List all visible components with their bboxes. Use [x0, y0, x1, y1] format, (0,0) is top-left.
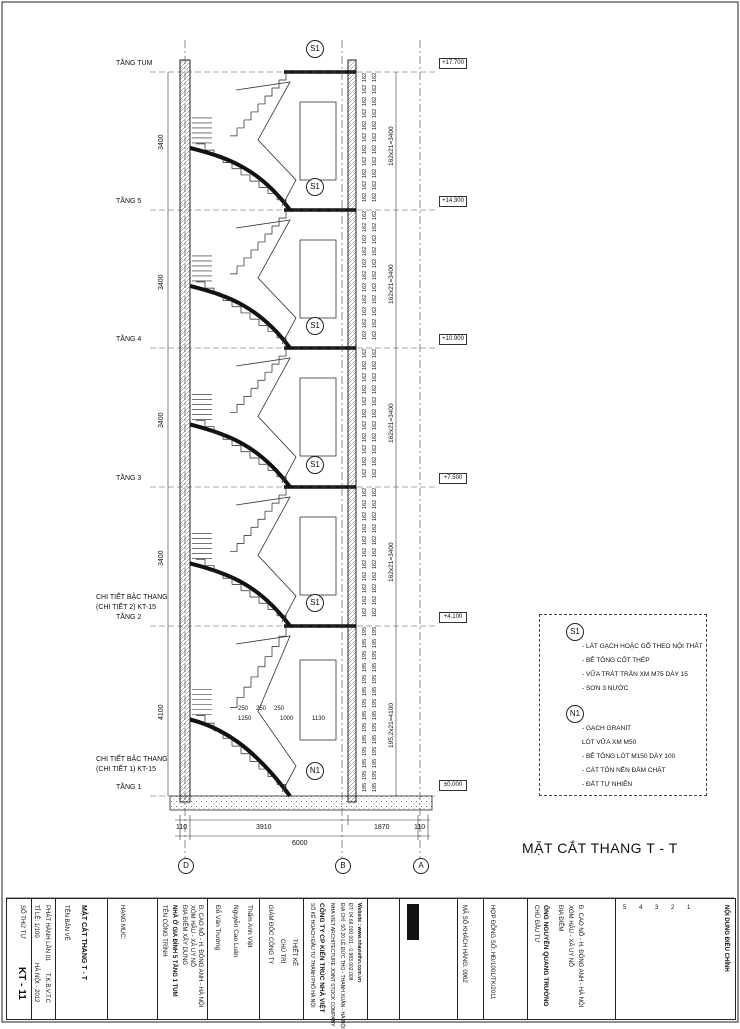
legend-line: - CÁT TÔN NỀN ĐẦM CHẶT [582, 767, 666, 774]
riser-value: 162 [362, 583, 368, 593]
stair-step [251, 519, 258, 527]
right-wall [348, 60, 356, 802]
stair-step [251, 380, 258, 388]
stair-step [223, 439, 232, 445]
legend-line: LÓT VỮA XM M50 [582, 739, 637, 746]
stair-step [223, 578, 232, 584]
riser-value: 162 [372, 168, 378, 178]
riser-value: 162 [362, 222, 368, 232]
riser-value: 162 [362, 571, 368, 581]
riser-value: 195 [362, 722, 368, 732]
stair-step [223, 163, 232, 169]
riser-value: 162 [372, 180, 378, 190]
staff-name: Thẩm Anh Việt [246, 905, 253, 948]
stair-step [250, 181, 259, 187]
riser-value: 162 [362, 144, 368, 154]
riser-value: 162 [362, 270, 368, 280]
riser-value: 195 [372, 626, 378, 636]
location-label: ĐỊA ĐIỂM [557, 905, 563, 932]
location-line1: XÓM HẬU - XÃ UY NỖ [567, 905, 573, 967]
riser-value: 162 [372, 535, 378, 545]
stair-step [230, 266, 237, 274]
stair-step [251, 242, 258, 250]
riser-value: 195 [372, 638, 378, 648]
riser-value: 195 [362, 638, 368, 648]
stair-step [241, 175, 250, 181]
riser-value: 162 [362, 318, 368, 328]
riser-value: 162 [362, 234, 368, 244]
stair-step [250, 597, 259, 603]
riser-dim: 162x21=3400 [388, 403, 395, 443]
dim-inner: 250 [274, 706, 285, 712]
stair-step [251, 667, 258, 677]
client-label: CHỦ ĐẦU TƯ [533, 905, 539, 943]
riser-value: 195 [362, 674, 368, 684]
elevation-tag: +17.700 [439, 58, 467, 69]
riser-value: 195 [372, 710, 378, 720]
role: THIẾT KẾ [291, 939, 297, 966]
riser-value: 162 [372, 547, 378, 557]
stair-step [244, 388, 251, 396]
riser-value: 162 [362, 330, 368, 340]
legend-tag-n1: N1 [566, 705, 584, 723]
riser-value: 162 [372, 444, 378, 454]
riser-value: 162 [372, 72, 378, 82]
riser-value: 162 [372, 144, 378, 154]
floor-height-dim: 3400 [158, 550, 165, 566]
company-addr: ĐỊA CHỈ: SỐ 20 LÊ ĐỨC THỌ - THANH XUÂN - HÀ NỘI [339, 903, 345, 1029]
rev-no: 1 [687, 905, 691, 911]
stair-step [232, 169, 241, 175]
riser-value: 162 [372, 456, 378, 466]
riser-value: 162 [362, 258, 368, 268]
riser-value: 162 [372, 511, 378, 521]
section-tag-s1: S1 [306, 456, 324, 474]
riser-value: 162 [372, 523, 378, 533]
riser-value: 162 [372, 468, 378, 478]
stair-detail-1-line2: (CHI TIẾT 1) KT-15 [96, 766, 157, 773]
riser-value: 162 [362, 535, 368, 545]
riser-value: 162 [362, 559, 368, 569]
riser-value: 162 [362, 246, 368, 256]
riser-value: 195 [372, 782, 378, 792]
riser-value: 162 [372, 306, 378, 316]
riser-value: 162 [372, 499, 378, 509]
grid-axis-d: D [178, 858, 194, 874]
riser-value: 162 [362, 168, 368, 178]
stair-slab [190, 286, 290, 348]
company-web: Website : www.nhaviethn.com.vn [356, 903, 362, 982]
floor-height-dim: 3400 [158, 134, 165, 150]
role: GIÁM ĐỐC CÔNG TY [267, 905, 273, 965]
riser-value: 162 [362, 180, 368, 190]
stair-step [241, 754, 250, 762]
legend-line: - ĐẤT TỰ NHIÊN [582, 781, 633, 788]
riser-value: 162 [362, 156, 368, 166]
dim-wall-left: 110 [176, 824, 188, 831]
riser-value: 162 [362, 595, 368, 605]
logo-text: NHAVIET [383, 907, 389, 929]
stair-step [237, 535, 244, 543]
stair-step [250, 761, 259, 769]
stair-step [230, 128, 237, 136]
phase: PHÁT HÀNH LẦN 01 [44, 905, 50, 962]
legend-line: - VỮA TRÁT TRẦN XM M75 DÀY 15 [582, 671, 688, 678]
riser-value: 162 [362, 511, 368, 521]
riser-value: 162 [362, 547, 368, 557]
site-line2: Đ. CAO NỖ - H. ĐÔNG ANH - HÀ NỘI [197, 905, 203, 1008]
riser-value: 162 [372, 487, 378, 497]
stair-step [232, 584, 241, 590]
riser-value: 195 [372, 674, 378, 684]
riser-value: 195 [372, 770, 378, 780]
riser-value: 162 [362, 444, 368, 454]
stair-step [258, 511, 265, 519]
stair-step [251, 104, 258, 112]
client-code: MÃ SỐ KHÁCH HÀNG: 0962 [461, 905, 467, 983]
dim-inner: 1130 [312, 716, 325, 722]
riser-value: 162 [372, 156, 378, 166]
stair-step [250, 458, 259, 464]
client-name: ÔNG NGUYỄN QUANG TRƯỜNG [542, 905, 549, 1007]
stair-slab [190, 563, 290, 626]
riser-value: 162 [362, 372, 368, 382]
stair-step [259, 325, 268, 331]
stair-step [259, 464, 268, 470]
stair-step [258, 372, 265, 380]
riser-value: 162 [372, 84, 378, 94]
stair-step [244, 527, 251, 535]
floor-slabs [284, 72, 356, 626]
riser-value: 162 [372, 360, 378, 370]
stair-step [259, 187, 268, 193]
riser-value: 195 [362, 650, 368, 660]
riser-value: 162 [362, 84, 368, 94]
elevation-tag: +14.300 [439, 196, 467, 207]
level-label-1: TẦNG 1 [116, 784, 142, 791]
legend-line: - BÊ TÔNG LÓT M150 DÀY 100 [582, 753, 676, 760]
section-tag-s1: S1 [306, 178, 324, 196]
stair-step [230, 404, 237, 412]
scale: TỈ LỆ: 1/100 [33, 905, 39, 938]
riser-value: 162 [372, 583, 378, 593]
section-tag-s1: S1 [306, 40, 324, 58]
riser-value: 162 [372, 234, 378, 244]
riser-dim: 162x21=3400 [388, 264, 395, 304]
riser-value: 195 [362, 662, 368, 672]
date: HÀ NỘI - 2012 [33, 963, 39, 1003]
stair-step [241, 452, 250, 458]
riser-value: 162 [362, 487, 368, 497]
riser-value: 162 [362, 607, 368, 617]
location-line2: Đ. CAO NỖ - H. ĐÔNG ANH - HÀ NỘI [577, 905, 583, 1008]
riser-value: 162 [372, 396, 378, 406]
stair-step [258, 96, 265, 104]
riser-value: 195 [372, 662, 378, 672]
riser-value: 162 [372, 294, 378, 304]
riser-value: 162 [362, 132, 368, 142]
riser-value: 162 [372, 270, 378, 280]
riser-value: 162 [362, 408, 368, 418]
stair-step [259, 603, 268, 609]
riser-value: 162 [362, 72, 368, 82]
stair-step [265, 364, 272, 372]
legend-line: - SƠN 3 NƯỚC [582, 685, 629, 692]
site-line1: XÓM HẬU - XÃ UY NỖ [189, 905, 195, 967]
riser-value: 195 [372, 698, 378, 708]
riser-value: 195 [362, 698, 368, 708]
riser-value: 195 [372, 758, 378, 768]
riser-value: 162 [372, 384, 378, 394]
riser-value: 162 [362, 120, 368, 130]
riser-value: 162 [372, 132, 378, 142]
stair-step [258, 234, 265, 242]
riser-value: 162 [372, 432, 378, 442]
riser-value: 195 [362, 710, 368, 720]
riser-value: 162 [362, 108, 368, 118]
riser-value: 162 [372, 246, 378, 256]
riser-value: 162 [372, 282, 378, 292]
riser-value: 162 [372, 222, 378, 232]
riser-value: 162 [372, 318, 378, 328]
riser-value: 162 [362, 432, 368, 442]
dim-span-2: 1870 [374, 824, 390, 831]
stair-step [244, 677, 251, 687]
riser-value: 162 [362, 96, 368, 106]
riser-value: 195 [362, 686, 368, 696]
grid-axis-lines [185, 40, 420, 858]
dim-wall-right: 110 [414, 824, 426, 831]
riser-value: 162 [372, 607, 378, 617]
stair-detail-2-line2: (CHI TIẾT 2) KT-15 [96, 604, 157, 611]
company-name: CÔNG TY CP KIẾN TRÚC NHÀ VIỆT [318, 903, 325, 1013]
stair-step [237, 396, 244, 404]
drawing-title: MẶT CẮT THANG T - T [522, 840, 678, 856]
grid-axis-a: A [413, 858, 429, 874]
grid-axis-b: B [335, 858, 351, 874]
riser-value: 162 [372, 192, 378, 202]
stair-step [223, 738, 232, 746]
material-legend [539, 614, 707, 796]
riser-value: 162 [372, 420, 378, 430]
riser-value: 162 [372, 348, 378, 358]
riser-value: 162 [362, 306, 368, 316]
rev-header: NỘI DUNG ĐIỀU CHỈNH [723, 905, 729, 972]
stair-step [265, 503, 272, 511]
riser-value: 162 [372, 96, 378, 106]
riser-dim: 162x21=3400 [388, 542, 395, 582]
stair-step [237, 687, 244, 697]
stair-step [244, 250, 251, 258]
drawing-name-label: TÊN BẢN VẼ [63, 905, 69, 941]
stair-step [237, 258, 244, 266]
stair-step [265, 226, 272, 234]
riser-value: 162 [362, 294, 368, 304]
role: CHỦ TRÌ [279, 939, 285, 964]
rev-no: 5 [623, 905, 627, 911]
riser-value: 162 [362, 420, 368, 430]
door-openings [300, 102, 336, 740]
level-label-5: TẦNG 5 [116, 198, 142, 205]
riser-value: 195 [362, 626, 368, 636]
stair-slab [190, 720, 290, 797]
floor-height-dim: 4100 [158, 704, 165, 720]
dim-inner: 1000 [280, 716, 294, 722]
riser-value: 162 [362, 348, 368, 358]
ground-slab [170, 796, 432, 810]
legend-line: - GẠCH GRANIT [582, 725, 632, 732]
riser-value: 162 [372, 108, 378, 118]
staff-name: Đỗ Văn Trường [214, 905, 221, 951]
stair-detail-1-line1: CHI TIẾT BẬC THANG [96, 756, 168, 763]
sheet-no: KT - 11 [16, 967, 27, 1000]
riser-value: 195 [362, 758, 368, 768]
stair-step [265, 646, 272, 656]
dim-span-1: 3910 [256, 824, 272, 831]
project-label: TÊN CÔNG TRÌNH [161, 905, 167, 957]
riser-value: 162 [372, 571, 378, 581]
riser-value: 195 [362, 734, 368, 744]
stair-step [230, 697, 237, 707]
stair-slab [190, 148, 290, 210]
elevation-tag: ±0.000 [439, 780, 467, 791]
riser-value: 162 [372, 120, 378, 130]
riser-value: 195 [372, 746, 378, 756]
floor-height-dim: 3400 [158, 274, 165, 290]
elevation-tag: +7.500 [439, 473, 467, 484]
stair-step [232, 746, 241, 754]
dim-total: 6000 [292, 840, 308, 847]
stair-detail-2-line1: CHI TIẾT BẬC THANG [96, 594, 168, 601]
rev-no: 3 [655, 905, 659, 911]
stair-flights [190, 72, 296, 796]
stair-step [232, 307, 241, 313]
stair-step [230, 543, 237, 551]
level-label-3: TẦNG 3 [116, 475, 142, 482]
level-label-4: TẦNG 4 [116, 336, 142, 343]
elevation-tag: +10.900 [439, 334, 467, 345]
company-phone: ĐT: 04.66 000 001 - 0.983.002.008 [347, 903, 353, 981]
stair-step [258, 657, 265, 667]
stair-step [223, 301, 232, 307]
riser-value: 162 [362, 192, 368, 202]
riser-value: 162 [362, 282, 368, 292]
riser-value: 162 [362, 468, 368, 478]
rev-no: 4 [639, 905, 643, 911]
stage: T.K.B.V.T.C [44, 973, 50, 1004]
riser-value: 162 [372, 408, 378, 418]
riser-value: 162 [362, 523, 368, 533]
stair-step [241, 591, 250, 597]
staff-name: Nguyễn Cao Luân [232, 905, 239, 958]
rev-no: 2 [671, 905, 675, 911]
legend-line: - LÁT GẠCH HOẶC GỖ THEO NỘI THẤT [582, 643, 703, 650]
section-tag-s1: S1 [306, 594, 324, 612]
riser-value: 162 [362, 384, 368, 394]
drawing-name: MẶT CẮT THANG T - T [80, 905, 87, 981]
riser-dim: 195,2x21=4100 [388, 702, 395, 748]
company-license: SỐ KẾ HOẠCH ĐẦU TƯ THÀNH PHỐ HÀ NỘI [309, 903, 315, 1008]
riser-value: 195 [372, 734, 378, 744]
stair-step [265, 88, 272, 96]
dim-inner: 250 [238, 706, 249, 712]
riser-value: 195 [362, 770, 368, 780]
elevation-tag: +4.100 [439, 612, 467, 623]
riser-value: 162 [372, 258, 378, 268]
riser-value: 162 [372, 372, 378, 382]
site-label: ĐỊA ĐIỂM XÂY DỰNG [181, 905, 187, 966]
title-block [6, 898, 736, 1029]
category-label: HẠNG MỤC: [119, 905, 125, 940]
dim-inner: 250 [256, 706, 267, 712]
stair-step [241, 313, 250, 319]
riser-value: 162 [372, 595, 378, 605]
riser-value: 195 [372, 686, 378, 696]
floor-height-dim: 3400 [158, 412, 165, 428]
riser-value: 162 [362, 456, 368, 466]
section-tag-s1: S1 [306, 317, 324, 335]
riser-dim: 162x21=3400 [388, 126, 395, 166]
riser-value: 162 [362, 210, 368, 220]
riser-value: 162 [362, 360, 368, 370]
level-label-tum: TẦNG TUM [116, 60, 153, 67]
dim-inner: 1250 [238, 716, 252, 722]
level-label-2: TẦNG 2 [116, 614, 142, 621]
riser-value: 162 [362, 499, 368, 509]
stair-step [232, 445, 241, 451]
contract: HỢP ĐỒNG SỐ: HĐ/1001/TK/2011 [489, 905, 495, 1000]
stair-step [250, 319, 259, 325]
riser-value: 162 [362, 396, 368, 406]
legend-tag-s1: S1 [566, 623, 584, 641]
company-en: NHA VIET ARCHITECTURE JOINT STOCK COMPANY [329, 903, 335, 1027]
riser-value: 162 [372, 210, 378, 220]
riser-value: 195 [372, 650, 378, 660]
riser-value: 162 [372, 330, 378, 340]
section-tag-n1: N1 [306, 762, 324, 780]
stair-step [244, 112, 251, 120]
project-name: NHÀ Ở GIA ĐÌNH 5 TẦNG 1 TUM [171, 905, 177, 997]
riser-value: 195 [362, 746, 368, 756]
stair-step [237, 120, 244, 128]
legend-line: - BÊ TÔNG CỐT THÉP [582, 657, 650, 664]
stair-slab [190, 424, 290, 487]
sheet-no-label: SỐ THỨ TỰ [19, 905, 25, 939]
riser-value: 162 [372, 559, 378, 569]
riser-value: 195 [362, 782, 368, 792]
riser-value: 195 [372, 722, 378, 732]
